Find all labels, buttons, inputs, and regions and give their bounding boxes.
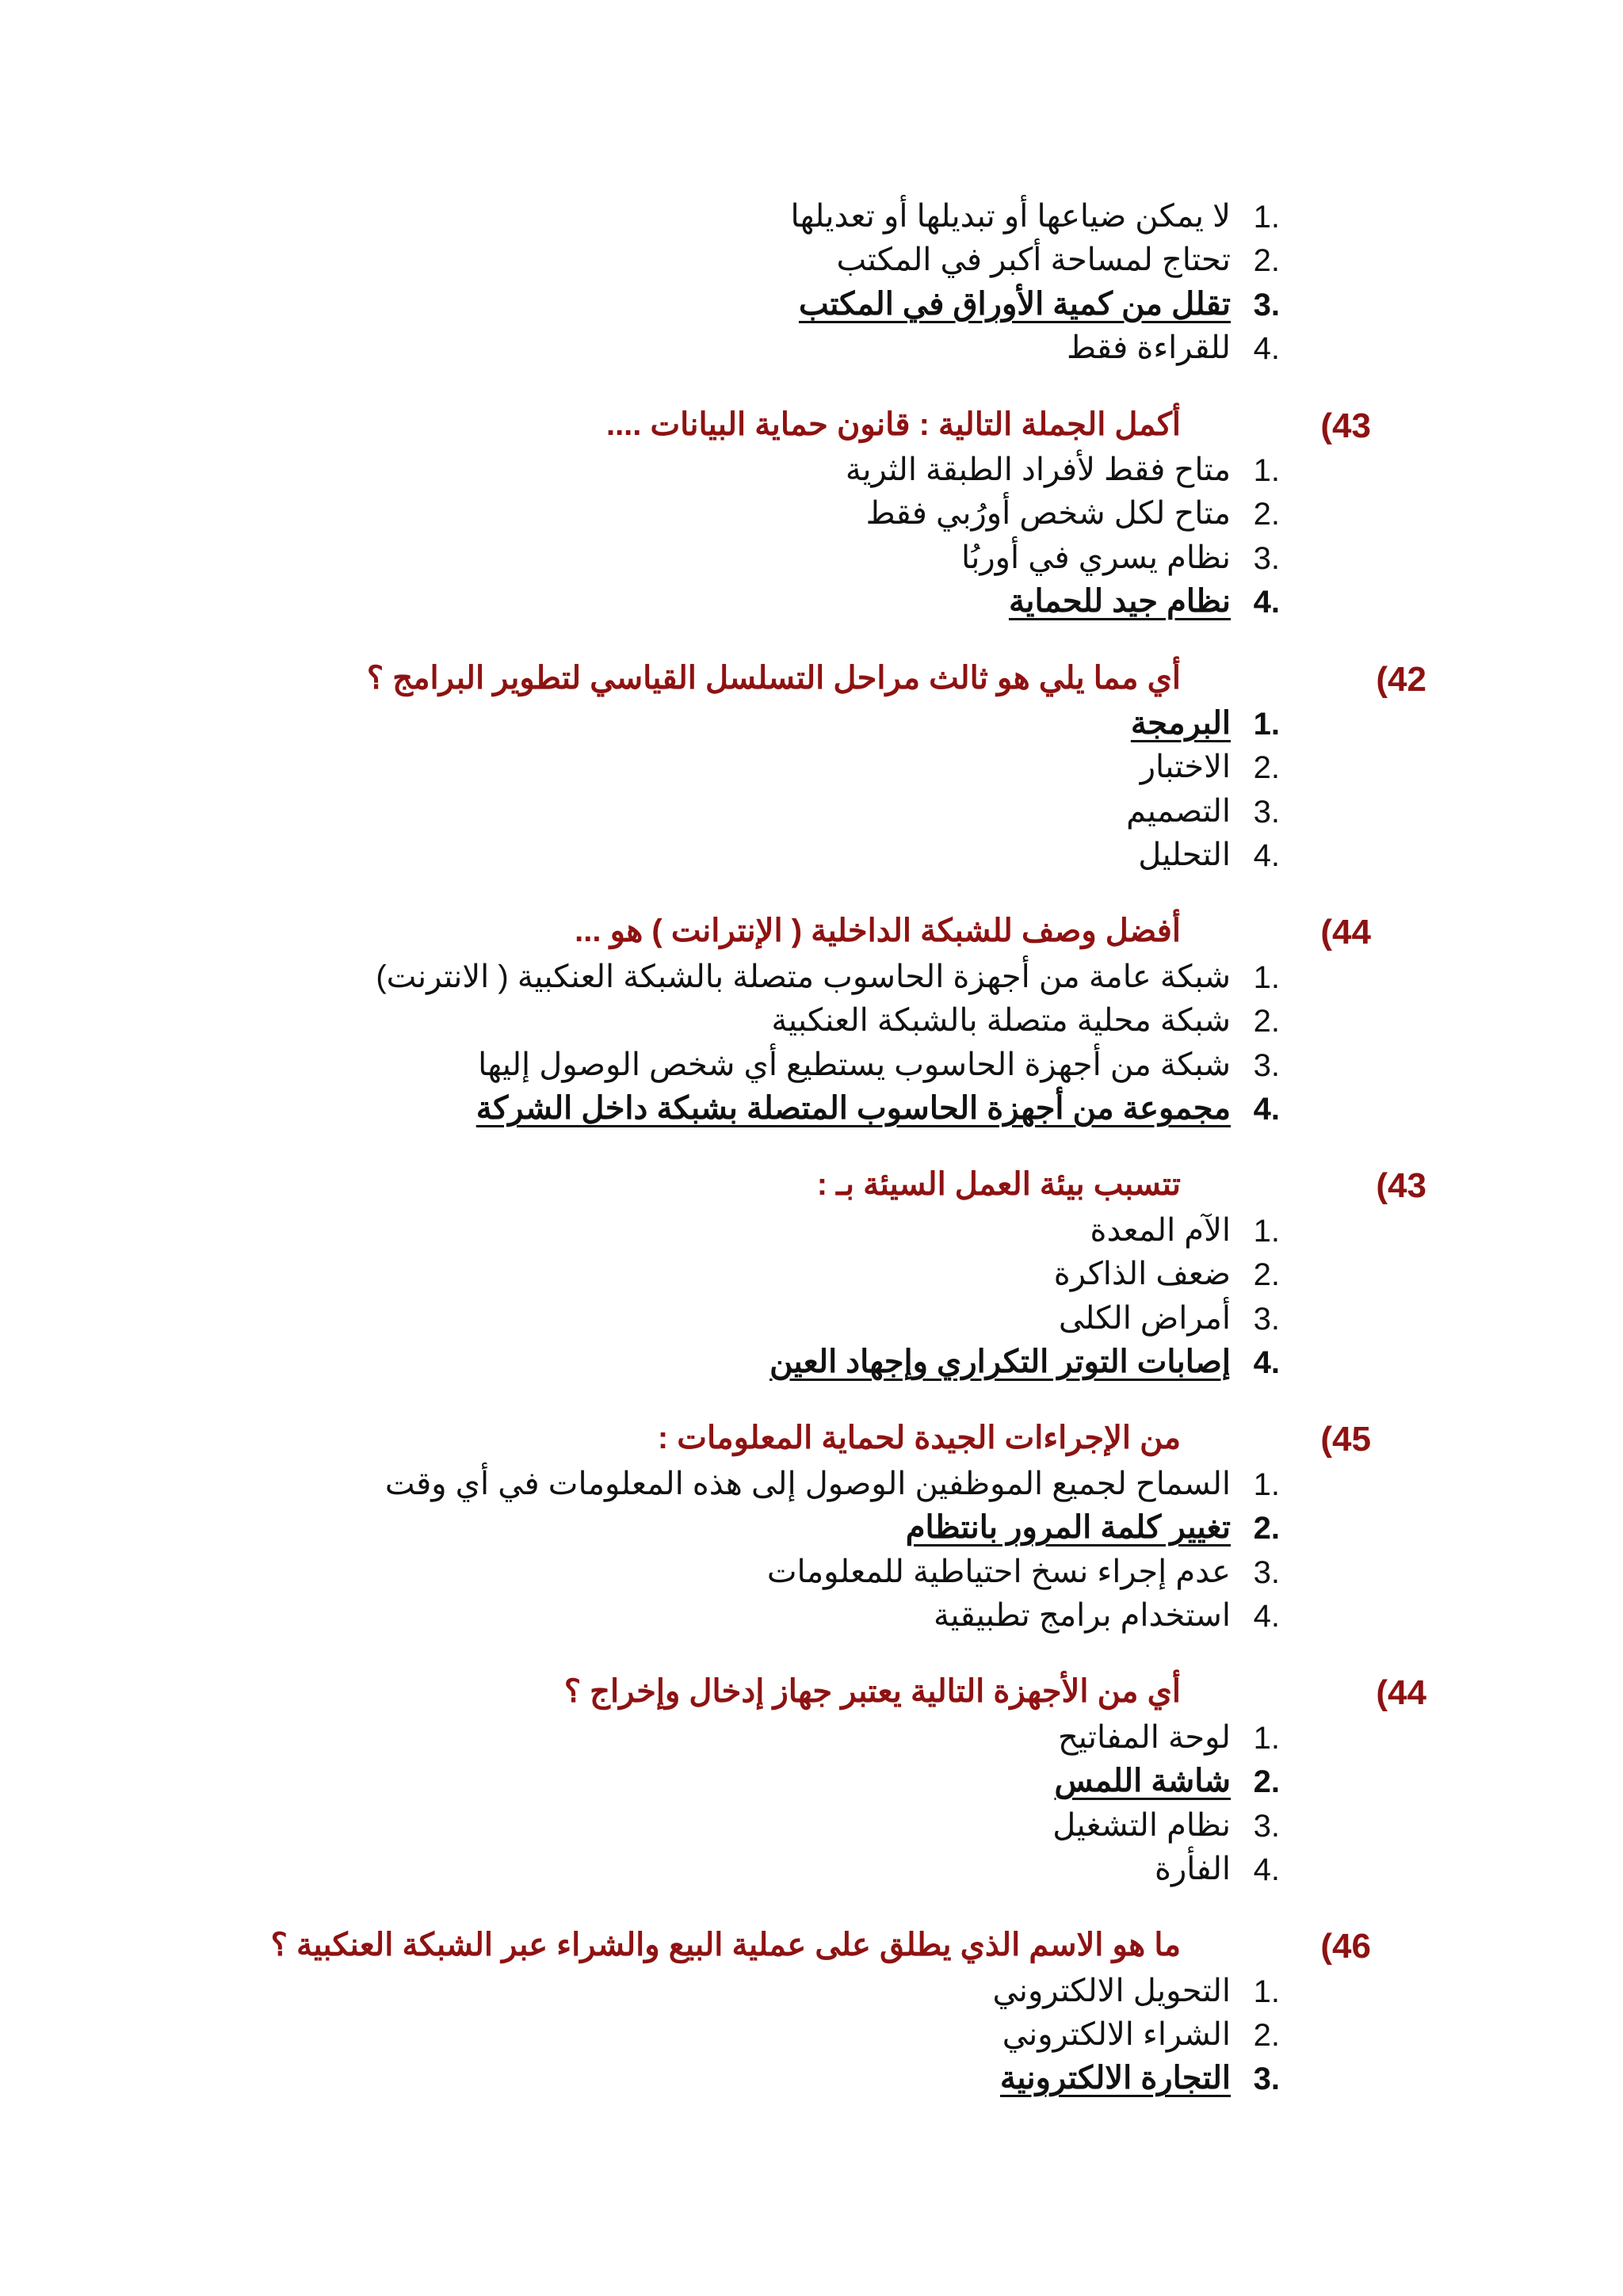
option-text: متاح لكل شخص أورُبي فقط <box>865 496 1231 532</box>
answer-option <box>0 746 1623 789</box>
answer-option <box>0 492 1623 536</box>
option-number: 4. <box>1253 1852 1280 1887</box>
answer-option <box>0 448 1623 492</box>
correct-answer-option <box>0 1760 1623 1803</box>
answer-option <box>0 1594 1623 1638</box>
option-text: مجموعة من أجهزة الحاسوب المتصلة بشبكة داخل الشركة <box>475 1091 1231 1127</box>
option-text: شبكة محلية متصلة بالشبكة العنكبية <box>771 1003 1231 1039</box>
question-text: أي مما يلي هو ثالث مراحل التسلسل القياسي لتطوير البرامج ؟ <box>366 660 1181 696</box>
option-number: 3. <box>1253 1808 1280 1844</box>
option-text: الشراء الالكتروني <box>1002 2017 1231 2053</box>
option-text: التصميم <box>1126 793 1231 829</box>
option-number: 1. <box>1253 1466 1280 1502</box>
option-number: 3. <box>1253 1301 1280 1337</box>
question-number: (44 <box>1376 1673 1426 1713</box>
option-text: تحتاج لمساحة أكبر في المكتب <box>836 242 1231 278</box>
exam-document <box>0 195 1623 2135</box>
question-block <box>0 1672 1623 1891</box>
question-number: (42 <box>1376 659 1426 699</box>
answer-option <box>0 1253 1623 1296</box>
question-text: ما هو الاسم الذي يطلق على عملية البيع والشراء عبر الشبكة العنكبية ؟ <box>270 1928 1181 1963</box>
option-number: 4. <box>1253 1092 1280 1127</box>
option-number: 1. <box>1253 200 1280 235</box>
question-row <box>0 1418 1623 1462</box>
question-number: (46 <box>1320 1927 1371 1966</box>
option-text: متاح فقط لأفراد الطبقة الثرية <box>845 452 1231 487</box>
answer-option <box>0 536 1623 580</box>
correct-answer-option <box>0 283 1623 326</box>
option-number: 3. <box>1253 794 1280 830</box>
answer-option <box>0 195 1623 238</box>
option-text: لوحة المفاتيح <box>1057 1719 1231 1755</box>
option-number: 3. <box>1253 1554 1280 1590</box>
answer-option <box>0 1043 1623 1087</box>
option-number: 1. <box>1253 1213 1280 1249</box>
option-number: 3. <box>1253 287 1280 322</box>
question-number: (44 <box>1320 913 1371 952</box>
question-block <box>0 405 1623 624</box>
option-number: 2. <box>1253 1511 1280 1547</box>
option-number: 3. <box>1253 2061 1280 2097</box>
correct-answer-option <box>0 580 1623 624</box>
question-text: من الإجراءات الجيدة لحماية المعلومات : <box>657 1421 1181 1456</box>
correct-answer-option <box>0 2057 1623 2100</box>
question-number: (45 <box>1320 1420 1371 1459</box>
option-text: لا يمكن ضياعها أو تبديلها أو تعديلها <box>790 199 1231 234</box>
option-number: 2. <box>1253 1004 1280 1039</box>
question-row <box>0 1672 1623 1715</box>
option-text: عدم إجراء نسخ احتياطية للمعلومات <box>766 1554 1231 1589</box>
answer-option <box>0 790 1623 833</box>
option-number: 4. <box>1253 838 1280 874</box>
option-text: شبكة عامة من أجهزة الحاسوب متصلة بالشبكة العنكبية ( الانترنت) <box>376 959 1231 994</box>
question-block <box>0 658 1623 878</box>
question-row <box>0 405 1623 448</box>
option-text: ضعف الذاكرة <box>1053 1257 1231 1292</box>
option-text: الفأرة <box>1155 1851 1231 1886</box>
question-row <box>0 1925 1623 1969</box>
option-text: التحليل <box>1138 837 1231 873</box>
correct-answer-option <box>0 1341 1623 1384</box>
option-text: نظام التشغيل <box>1052 1807 1231 1843</box>
answer-option <box>0 326 1623 370</box>
option-text: التحويل الالكتروني <box>992 1973 1231 2008</box>
question-block <box>0 911 1623 1131</box>
answer-option <box>0 1804 1623 1848</box>
answer-option <box>0 1550 1623 1594</box>
option-text: إصابات التوتر التكراري وإجهاد العين <box>769 1344 1231 1379</box>
option-text: نظام يسري في أوربُا <box>961 540 1231 575</box>
option-number: 2. <box>1253 1257 1280 1293</box>
answer-option <box>0 833 1623 877</box>
answer-option <box>0 1463 1623 1506</box>
option-text: الاختبار <box>1140 749 1231 785</box>
option-text: السماح لجميع الموظفين الوصول إلى هذه المعلومات في أي وقت <box>384 1466 1231 1501</box>
option-text: نظام جيد للحماية <box>1008 584 1231 620</box>
option-number: 1. <box>1253 452 1280 488</box>
question-text: أي من الأجهزة التالية يعتبر جهاز إدخال وإخراج ؟ <box>563 1674 1181 1710</box>
option-number: 4. <box>1253 1344 1280 1380</box>
option-number: 3. <box>1253 1047 1280 1083</box>
question-block <box>0 195 1623 371</box>
option-number: 2. <box>1253 497 1280 532</box>
answer-option <box>0 1297 1623 1341</box>
question-block <box>0 1418 1623 1638</box>
answer-option <box>0 1209 1623 1253</box>
answer-option <box>0 1970 1623 2013</box>
question-text: أكمل الجملة التالية : قانون حماية البيانات .... <box>605 406 1181 442</box>
question-text: أفضل وصف للشبكة الداخلية ( الإنترانت ) هو ... <box>575 913 1181 949</box>
answer-option <box>0 1716 1623 1760</box>
answer-option <box>0 999 1623 1043</box>
option-number: 4. <box>1253 1598 1280 1634</box>
option-text: البرمجة <box>1130 705 1231 741</box>
answer-option <box>0 955 1623 999</box>
option-text: أمراض الكلى <box>1058 1300 1231 1336</box>
option-number: 4. <box>1253 585 1280 620</box>
option-number: 4. <box>1253 331 1280 367</box>
option-number: 2. <box>1253 750 1280 786</box>
option-text: الآم المعدة <box>1090 1212 1231 1248</box>
option-number: 1. <box>1253 959 1280 995</box>
option-number: 2. <box>1253 243 1280 279</box>
option-text: للقراءة فقط <box>1066 330 1231 366</box>
option-number: 3. <box>1253 540 1280 576</box>
question-block <box>0 1165 1623 1384</box>
answer-option <box>0 2013 1623 2057</box>
option-text: تقلل من كمية الأوراق في المكتب <box>798 286 1231 322</box>
option-text: التجارة الالكترونية <box>999 2061 1231 2096</box>
option-number: 2. <box>1253 2018 1280 2054</box>
correct-answer-option <box>0 1506 1623 1550</box>
question-number: (43 <box>1376 1166 1426 1206</box>
option-number: 1. <box>1253 1720 1280 1756</box>
question-row <box>0 658 1623 702</box>
option-number: 2. <box>1253 1764 1280 1800</box>
option-text: شاشة اللمس <box>1054 1764 1231 1799</box>
question-row <box>0 911 1623 955</box>
correct-answer-option <box>0 1087 1623 1131</box>
option-text: تغيير كلمة المرور بانتظام <box>905 1510 1231 1546</box>
question-row <box>0 1165 1623 1208</box>
option-text: شبكة من أجهزة الحاسوب يستطيع أي شخص الوصول إليها <box>478 1047 1231 1082</box>
answer-option <box>0 238 1623 282</box>
option-number: 1. <box>1253 1974 1280 2009</box>
option-number: 1. <box>1253 706 1280 742</box>
answer-option <box>0 1848 1623 1891</box>
question-number: (43 <box>1320 406 1371 445</box>
correct-answer-option <box>0 702 1623 746</box>
option-text: استخدام برامج تطبيقية <box>933 1597 1231 1633</box>
question-text: تتسبب بيئة العمل السيئة بـ : <box>816 1167 1181 1203</box>
question-block <box>0 1925 1623 2101</box>
